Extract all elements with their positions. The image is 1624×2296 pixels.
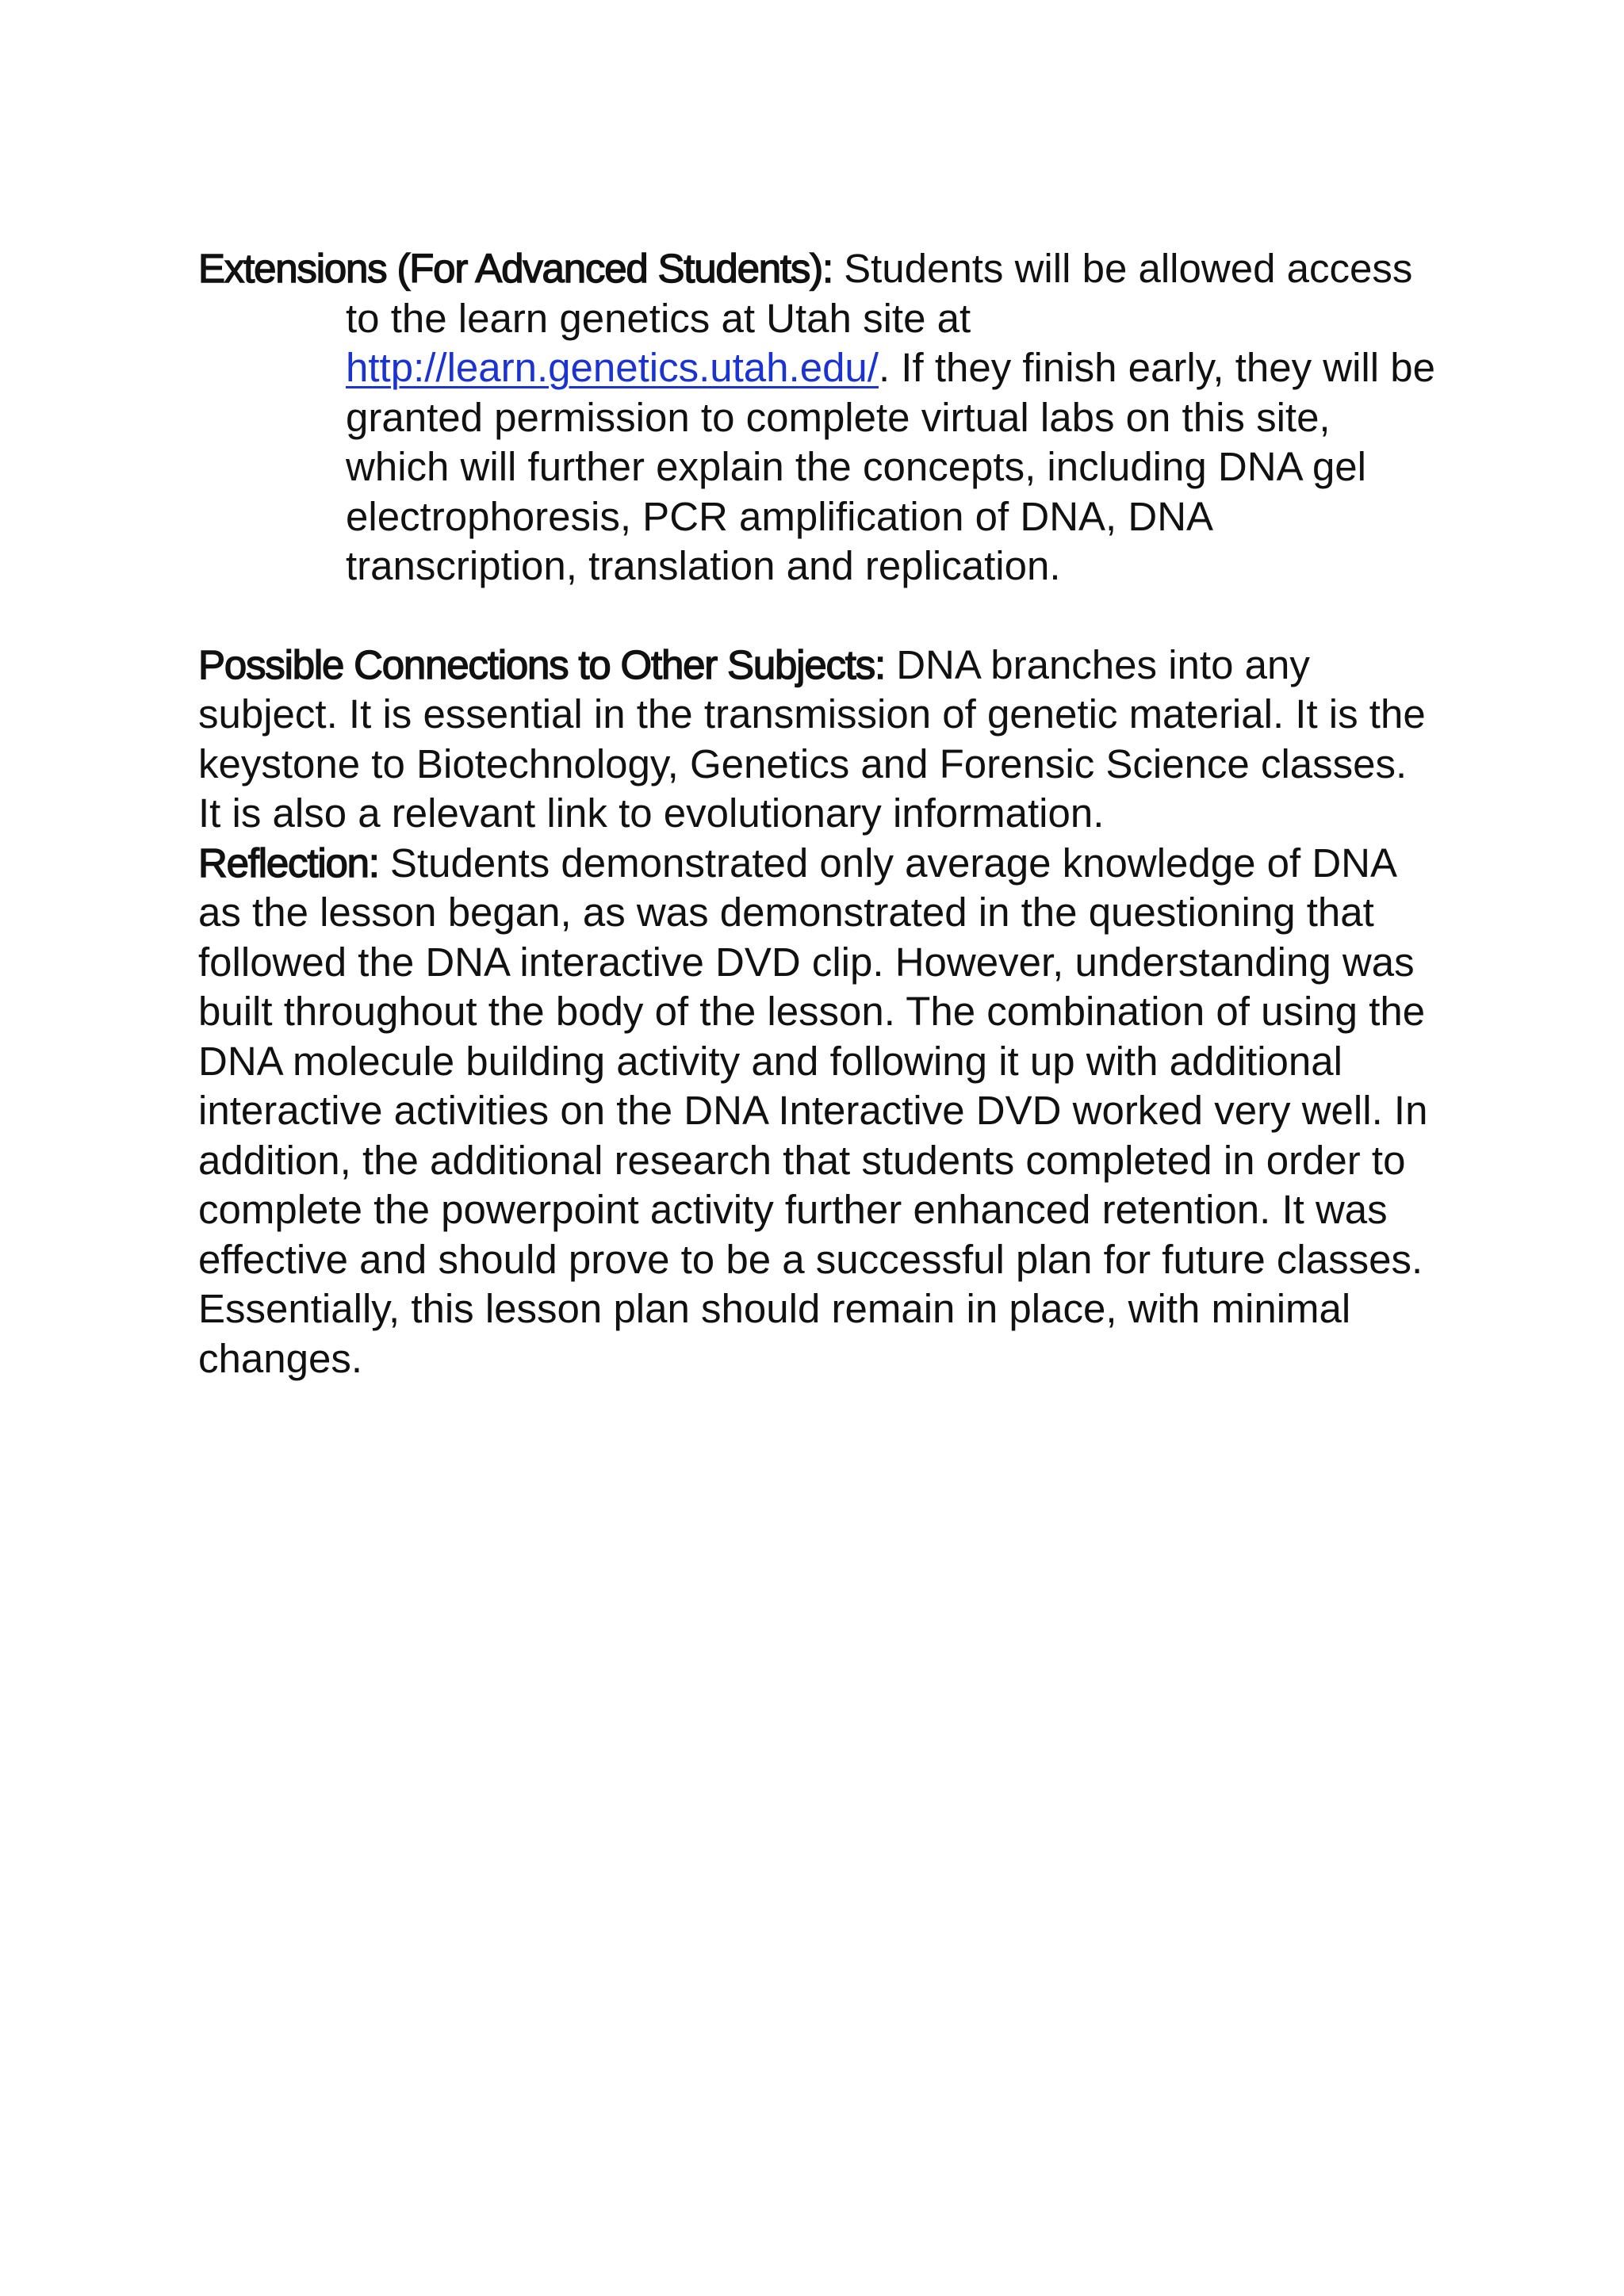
document-body — [198, 244, 1435, 1383]
extensions-paragraph — [198, 244, 1435, 591]
reflection-heading: Reflection: — [198, 840, 379, 886]
connections-text: DNA branches into any subject. It is essential in the transmission of genetic material. It is the keystone to Biotechnology, Genetics and Forensic Science classes. It is also a relevant link to evolutionary information. — [198, 641, 1426, 836]
extensions-text-before-link: Students will be allowed access to the learn genetics at Utah site at — [346, 246, 1413, 341]
paragraph-spacer — [198, 591, 1435, 641]
extensions-text-after-link: . If they finish early, they will be granted permission to complete virtual labs on this site, which will further explain the concepts, including DNA gel electrophoresis, PCR amplification of DNA, DNA transcription, translation and replication. — [346, 345, 1435, 588]
reflection-text: Students demonstrated only average knowledge of DNA as the lesson began, as was demonstrated in the questioning that followed the DNA interactive DVD clip. However, understanding was built throughout the body of the lesson. The combination of using the DNA molecule building activity and following it up with additional interactive activities on the DNA Interactive DVD worked very well. In addition, the additional research that students completed in order to complete the powerpoint activity further enhanced retention. It was effective and should prove to be a successful plan for future classes. Essentially, this lesson plan should remain in place, with minimal changes. — [198, 840, 1428, 1381]
learn-genetics-link[interactable]: http://learn.genetics.utah.edu/ — [346, 345, 879, 390]
connections-heading: Possible Connections to Other Subjects: — [198, 641, 886, 687]
reflection-paragraph — [198, 839, 1435, 1384]
connections-paragraph — [198, 641, 1435, 839]
extensions-heading: Extensions (For Advanced Students): — [198, 246, 833, 291]
